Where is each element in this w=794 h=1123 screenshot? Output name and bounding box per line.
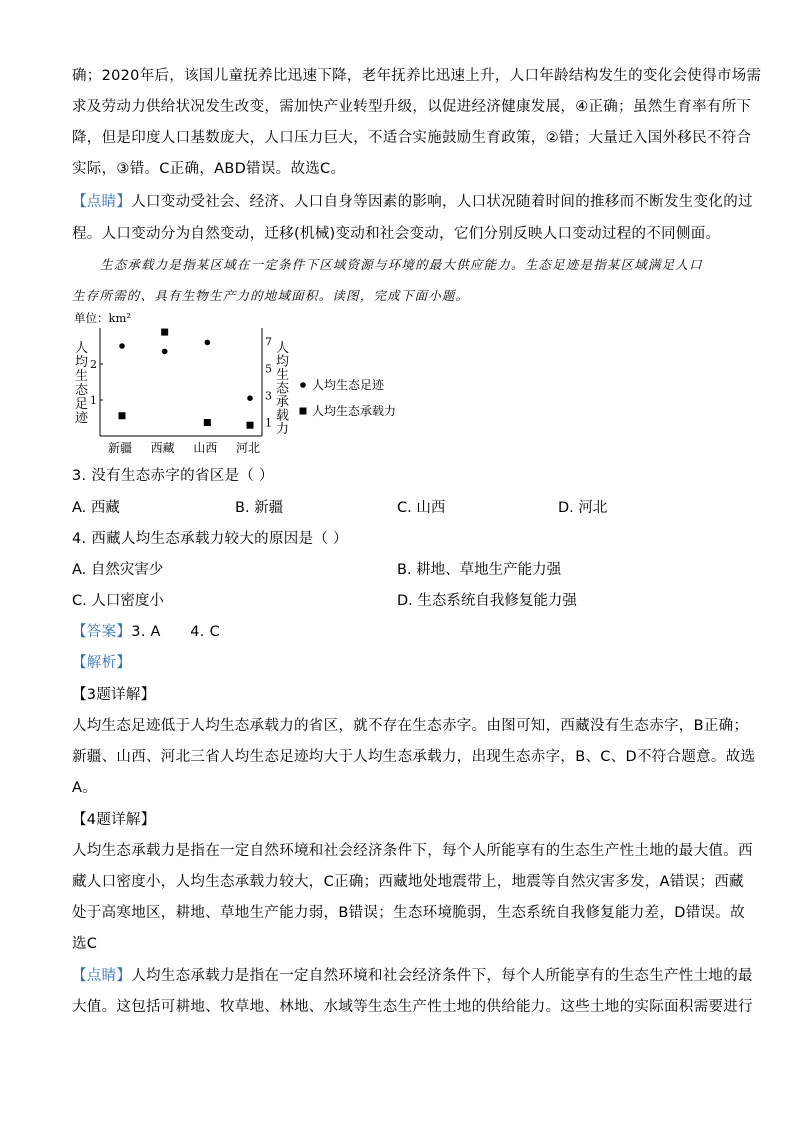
tip2-tag: 【点睛】 (72, 968, 132, 984)
answer-line (72, 620, 220, 641)
tip2-line-2: 大值。这包括可耕地、牧草地、林地、水域等生态生产性土地的供给能力。这些土地的实际面积需要进行 (72, 999, 753, 1015)
detail3-line-3: A。 (72, 780, 98, 796)
left-axis-label-char: 迹 (75, 411, 89, 426)
analysis-tag: 【解析】 (72, 655, 132, 671)
chart-unit-label: 单位：km² (74, 311, 131, 325)
q3-option-d[interactable]: D. 河北 (558, 500, 608, 516)
left-axis-label-char: 人 (75, 341, 89, 356)
footprint-point (162, 349, 168, 355)
tip1-tag: 【点睛】 (72, 194, 132, 210)
q4-option-b[interactable]: B. 耕地、草地生产能力强 (397, 562, 562, 578)
q3-option-a[interactable]: A. 西藏 (72, 500, 120, 516)
intro-line-4: 实际，③错。C正确，ABD错误。故选C。 (72, 161, 346, 177)
right-tick-label: 7 (265, 335, 272, 349)
footprint-point (119, 343, 125, 349)
detail3-tag: 【3题详解】 (72, 687, 156, 703)
capacity-point (161, 329, 168, 336)
passage-line-1: 生态承载力是指某区域在一定条件下区域资源与环境的最大供应能力。生态足迹是指某区域满足人口 (100, 257, 703, 272)
legend-square-marker (300, 408, 307, 415)
detail3-line-1: 人均生态足迹低于人均生态承载力的省区，就不存在生态赤字。由图可知，西藏没有生态赤字，B正确； (72, 718, 749, 734)
left-axis-label-char: 足 (75, 397, 89, 412)
footprint-point (205, 340, 211, 346)
left-axis-label-char: 均 (75, 355, 89, 370)
capacity-point (119, 412, 126, 419)
answer-tag: 【答案】 (72, 624, 132, 640)
footprint-point (247, 395, 253, 401)
q4-option-c[interactable]: C. 人口密度小 (72, 593, 164, 609)
x-tick-label: 河北 (236, 441, 261, 455)
q3-stem: 3. 没有生态赤字的省区是（ ） (72, 468, 274, 484)
right-tick-label: 5 (265, 362, 272, 376)
q4-option-d[interactable]: D. 生态系统自我修复能力强 (397, 593, 577, 609)
tip2-text-1: 人均生态承载力是指在一定自然环境和社会经济条件下，每个人所能享有的生态生产性土地的最 (131, 968, 753, 984)
ecology-chart (70, 308, 410, 455)
left-axis-label (75, 341, 89, 426)
right-axis-label-char: 均 (276, 354, 290, 370)
tip1-line-2: 程。人口变动分为自然变动，迁移(机械)变动和社会变动，它们分别反映人口变动过程的不同侧面。 (72, 226, 721, 242)
detail4-line-4: 选C (72, 936, 98, 952)
detail4-line-3: 处于高寒地区，耕地、草地生产能力弱，B错误；生态环境脆弱，生态系统自我修复能力差，D错误。故 (72, 905, 745, 921)
x-tick-label: 新疆 (108, 441, 133, 455)
passage-line-2: 生存所需的、具有生物生产力的地域面积。读图，完成下面小题。 (72, 288, 470, 303)
legend-label: 人均生态足迹 (312, 378, 385, 392)
detail4-tag: 【4题详解】 (72, 812, 156, 828)
right-axis-label-char: 力 (276, 422, 290, 437)
left-tick-label: 2 (90, 358, 97, 371)
tip1-line-1 (72, 190, 753, 211)
legend-circle-marker (300, 382, 306, 388)
x-tick-label: 西藏 (150, 441, 175, 455)
left-axis-label-char: 生 (75, 369, 89, 384)
left-tick-label: 1 (90, 394, 97, 407)
capacity-point (204, 419, 211, 426)
answer-text: 3. A 4. C (131, 624, 220, 640)
q3-option-c[interactable]: C. 山西 (397, 500, 446, 516)
tip2-line-1 (72, 964, 753, 985)
x-tick-label: 山西 (193, 441, 218, 455)
right-tick-label: 3 (265, 389, 272, 403)
tip1-text-1: 人口变动受社会、经济、人口自身等因素的影响，人口状况随着时间的推移而不断发生变化的过 (131, 194, 753, 210)
detail4-line-2: 藏人口密度小，人均生态承载力较大，C正确；西藏地处地震带上，地震等自然灾害多发，A错误；西藏 (72, 874, 744, 890)
capacity-point (247, 422, 254, 429)
intro-line-3: 降，但是印度人口基数庞大，人口压力巨大，不适合实施鼓励生育政策，②错；大量迁入国外移民不符合 (72, 130, 752, 146)
detail4-line-1: 人均生态承载力是指在一定自然环境和社会经济条件下，每个人所能享有的生态生产性土地的最大值。西 (72, 843, 753, 859)
right-axis-label-char: 载 (276, 408, 290, 424)
intro-line-1: 确；2020年后，该国儿童抚养比迅速下降，老年抚养比迅速上升，人口年龄结构发生的变化会使得市场需 (72, 68, 762, 84)
intro-line-2: 求及劳动力供给状况发生改变，需加快产业转型升级，以促进经济健康发展，④正确；虽然生育率有所下 (72, 99, 752, 115)
legend-label: 人均生态承载力 (312, 404, 397, 418)
detail3-line-2: 新疆、山西、河北三省人均生态足迹均大于人均生态承载力，出现生态赤字，B、C、D不符合题意。故选 (72, 749, 756, 765)
left-axis-label-char: 态 (75, 383, 89, 398)
right-tick-label: 1 (265, 416, 272, 430)
right-axis-label-char: 生 (276, 368, 290, 383)
q4-stem: 4. 西藏人均生态承载力较大的原因是（ ） (72, 531, 348, 547)
q4-option-a[interactable]: A. 自然灾害少 (72, 562, 164, 578)
q3-option-b[interactable]: B. 新疆 (235, 500, 284, 516)
right-axis-label-char: 人 (276, 341, 290, 356)
right-axis-label-char: 态 (276, 381, 290, 397)
right-axis-label-char: 承 (276, 395, 290, 410)
